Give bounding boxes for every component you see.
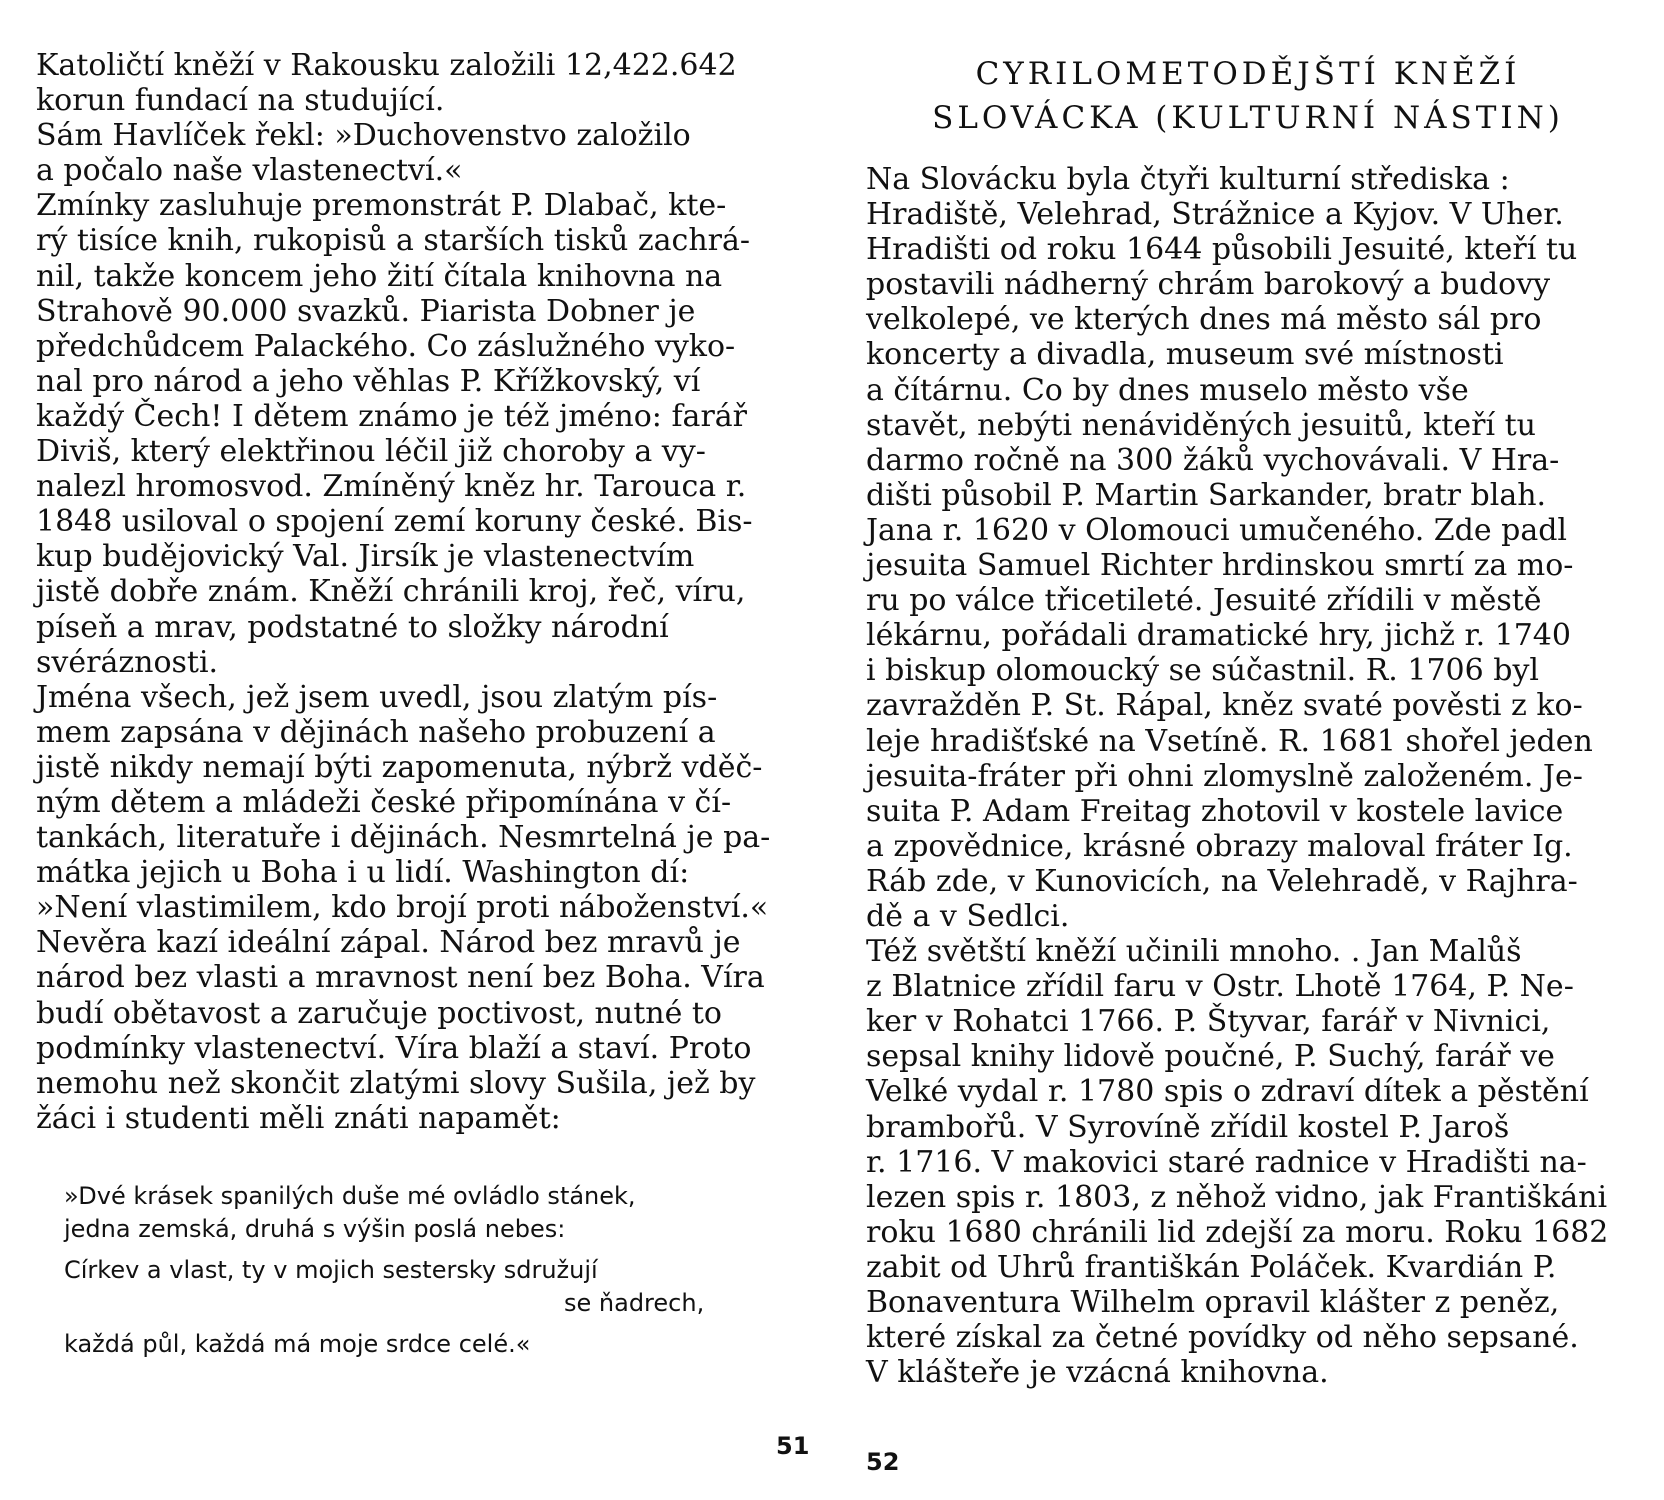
text-line: tankách, literatuře i dějinách. Nesmrtelná je pa- [36, 820, 771, 856]
text-line: V klášteře je vzácná knihovna. [866, 1355, 1329, 1391]
text-line: žáci i studenti měli znáti napamět: [36, 1100, 561, 1136]
chapter-title-line: CYRILOMETODĚJŠTÍ KNĚŽÍ [975, 56, 1521, 92]
text-line: zabit od Uhrů františkán Poláček. Kvardián P. [866, 1249, 1557, 1285]
text-line: z Blatnice zřídil faru v Ostr. Lhotě 1764, P. Ne- [866, 969, 1574, 1005]
text-line: a počalo naše vlastenectví.« [36, 153, 463, 189]
text-line: brambořů. V Syrovíně zřídil kostel P. Jaroš [866, 1109, 1510, 1145]
left-page-body [36, 48, 806, 1136]
text-line: 1848 usiloval o spojení zemí koruny české. Bis- [36, 504, 753, 540]
text-line: ker v Rohatci 1766. P. Štyvar, farář v Nivnici, [866, 1004, 1551, 1040]
text-line: mátka jejich u Boha i u lidí. Washington dí: [36, 855, 690, 891]
text-line: suita P. Adam Freitag zhotovil v kostele lavice [866, 793, 1564, 829]
verse-line: Církev a vlast, ty v mojich sestersky sdružují [64, 1256, 598, 1284]
text-line: budí obětavost a zaručuje poctivost, nutné to [36, 995, 722, 1031]
verse-line: jedna zemská, druhá s výšin poslá nebes: [64, 1215, 566, 1243]
text-line: i biskup olomoucký se súčastnil. R. 1706 byl [866, 653, 1539, 689]
verse-line: se ňadrech, [564, 1289, 705, 1317]
text-line: mem zapsána v dějinách našeho probuzení a [36, 714, 716, 750]
text-line: lékárnu, pořádali dramatické hry, jichž r. 1740 [866, 618, 1571, 654]
page-number: 52 [866, 1448, 900, 1476]
text-line: píseň a mrav, podstatné to složky národní [36, 609, 669, 645]
text-line: rý tisíce knih, rukopisů a starších tisků zachrá- [36, 223, 751, 259]
text-line: Též světští kněží učinili mnoho. . Jan Malůš [866, 934, 1522, 970]
text-line: Hradišti od roku 1644 působili Jesuité, kteří tu [866, 232, 1578, 268]
text-line: »Není vlastimilem, kdo brojí proti náboženství.« [36, 890, 769, 926]
text-line: velkolepé, ve kterých dnes má město sál pro [866, 302, 1542, 338]
text-line: ným dětem a mládeži české připomínána v čí- [36, 784, 732, 820]
text-line: jistě dobře znám. Kněží chránili kroj, řeč, víru, [36, 574, 746, 610]
text-line: nemohu než skončit zlatými slovy Sušila, jež by [36, 1065, 756, 1101]
text-line: dišti působil P. Martin Sarkander, bratr blah. [866, 477, 1547, 513]
text-line: Diviš, který elektřinou léčil již choroby a vy- [36, 434, 706, 470]
verse-line: »Dvé krásek spanilých duše mé ovládlo stánek, [64, 1182, 636, 1210]
text-line: darmo ročně na 300 žáků vychovávali. V Hra- [866, 442, 1560, 478]
text-line: Na Slovácku byla čtyři kulturní střediska : [866, 162, 1510, 197]
text-line: stavět, nebýti nenáviděných jesuitů, kteří tu [866, 407, 1536, 443]
text-line: lezen spis r. 1803, z něhož vidno, jak Františkáni [866, 1179, 1608, 1215]
text-line: jesuita-fráter při ohni zlomyslně založeném. Je- [866, 758, 1583, 794]
text-line: předchůdcem Palackého. Co záslužného vyko- [36, 328, 736, 364]
text-line: Katoličtí kněží v Rakousku založili 12,422.642 [36, 48, 737, 83]
right-page [832, 0, 1664, 1500]
text-line: Nevěra kazí ideální zápal. Národ bez mravů je [36, 925, 741, 961]
text-line: národ bez vlasti a mravnost není bez Boha. Víra [36, 960, 765, 996]
text-line: jesuita Samuel Richter hrdinskou smrtí za mo- [866, 548, 1574, 584]
chapter-title [832, 52, 1664, 140]
text-line: roku 1680 chránili lid zdejší za moru. Roku 1682 [866, 1214, 1609, 1250]
text-line: Zmínky zasluhuje premonstrát P. Dlabač, kte- [36, 188, 727, 224]
page-number: 51 [776, 1432, 810, 1460]
text-line: Velké vydal r. 1780 spis o zdraví dítek a pěstění [866, 1074, 1589, 1110]
text-line: r. 1716. V makovici staré radnice v Hradišti na- [866, 1144, 1587, 1180]
text-line: Hradiště, Velehrad, Strážnice a Kyjov. V Uher. [866, 197, 1564, 233]
text-line: korun fundací na studující. [36, 83, 445, 119]
verse-quote [64, 1180, 814, 1361]
text-line: ru po válce třicetileté. Jesuité zřídili v městě [866, 583, 1542, 619]
text-line: kup budějovický Val. Jirsík je vlastenectvím [36, 539, 695, 575]
text-line: sepsal knihy lidově poučné, P. Suchý, farář ve [866, 1039, 1555, 1075]
text-line: leje hradišťské na Vsetíně. R. 1681 shořel jeden [866, 723, 1593, 759]
text-line: Jana r. 1620 v Olomouci umučeného. Zde padl [866, 512, 1568, 548]
text-line: zavražděn P. St. Rápal, kněz svaté pověsti z ko- [866, 688, 1583, 724]
text-line: koncerty a divadla, museum své místnosti [866, 337, 1504, 373]
text-line: jistě nikdy nemají býti zapomenuta, nýbrž vděč- [36, 749, 763, 785]
text-line: postavili nádherný chrám barokový a budovy [866, 267, 1551, 303]
verse-line: každá půl, každá má moje srdce celé.« [64, 1330, 531, 1358]
text-line: Strahově 90.000 svazků. Piarista Dobner je [36, 293, 696, 329]
text-line: Sám Havlíček řekl: »Duchovenstvo založilo [36, 118, 691, 154]
text-line: nalezl hromosvod. Zmíněný kněz hr. Tarouca r. [36, 469, 747, 505]
text-line: každý Čech! I dětem známo je též jméno: farář [36, 398, 748, 434]
chapter-title-line: SLOVÁCKA (KULTURNÍ NÁSTIN) [932, 100, 1564, 136]
right-page-body [866, 162, 1636, 1390]
text-line: a čítárnu. Co by dnes muselo město vše [866, 372, 1469, 408]
text-line: nal pro národ a jeho věhlas P. Křížkovský, ví [36, 363, 701, 399]
text-line: podmínky vlastenectví. Víra blaží a staví. Proto [36, 1030, 752, 1066]
text-line: nil, takže koncem jeho žití čítala knihovna na [36, 258, 723, 294]
text-line: a zpovědnice, krásné obrazy maloval fráter Ig. [866, 828, 1573, 864]
text-line: Bonaventura Wilhelm opravil klášter z peněz, [866, 1285, 1560, 1320]
text-line: dě a v Sedlci. [866, 898, 1070, 934]
text-line: svéráznosti. [36, 644, 219, 680]
text-line: Ráb zde, v Kunovicích, na Velehradě, v Rajhra- [866, 863, 1578, 899]
text-line: Jména všech, jež jsem uvedl, jsou zlatým pís- [36, 679, 718, 715]
text-line: které získal za četné povídky od něho sepsané. [866, 1320, 1579, 1356]
